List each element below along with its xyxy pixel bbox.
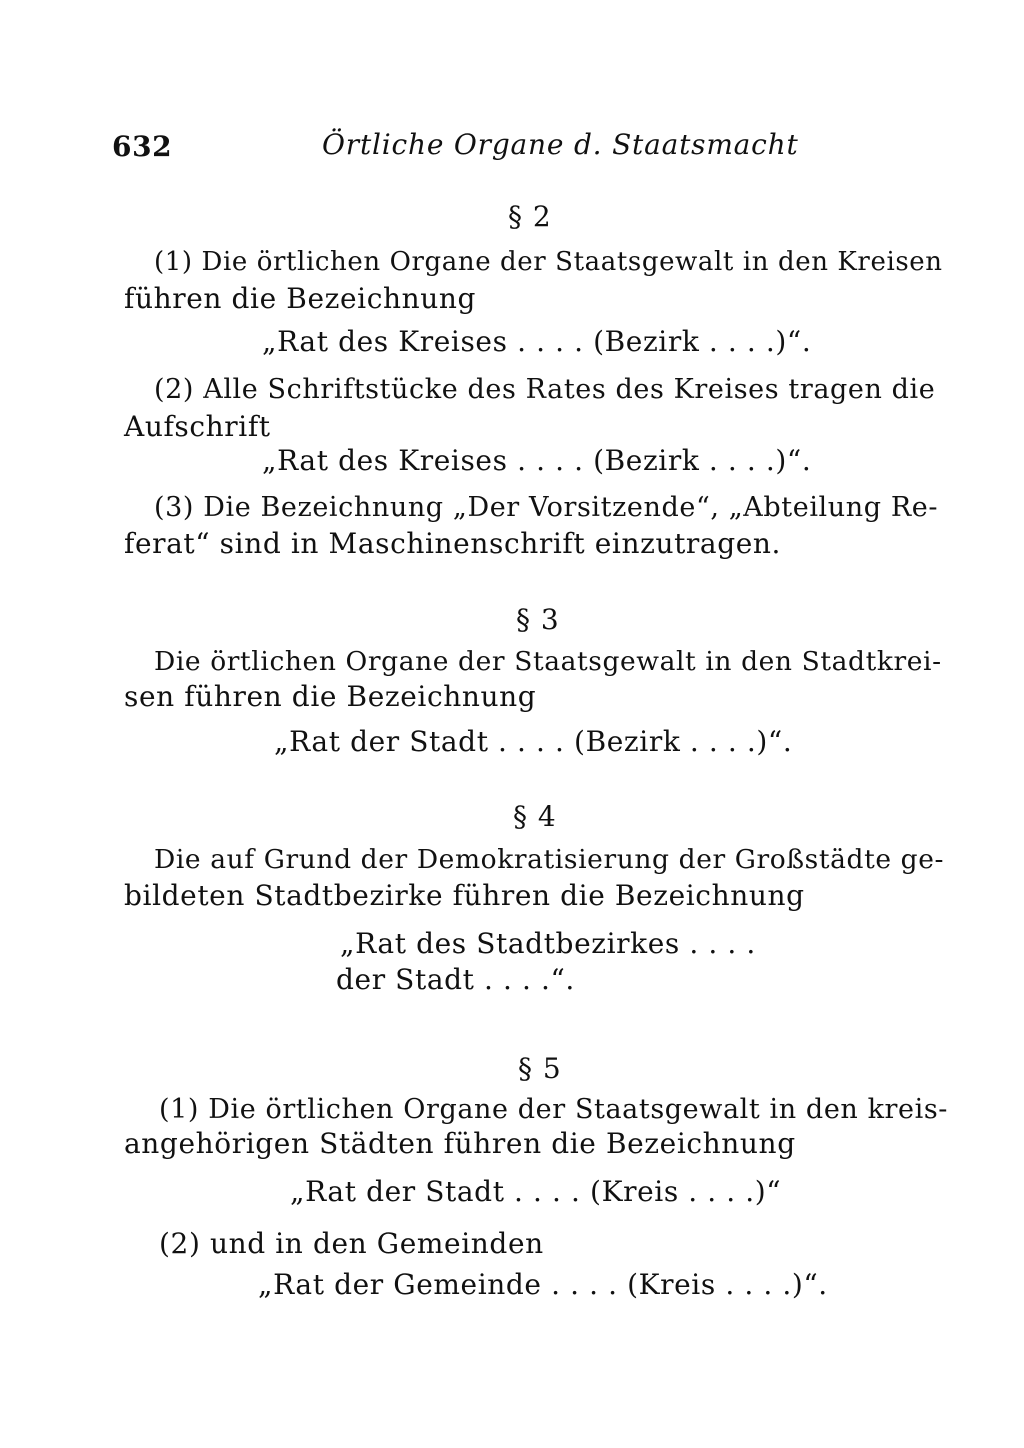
s5-para1-line1: (1) Die örtlichen Organe der Staatsgewalt in den kreis- bbox=[159, 1094, 949, 1125]
s2-para2-quote: „Rat des Kreises . . . . (Bezirk . . . .)“. bbox=[262, 444, 812, 477]
s5-para2-line1: (2) und in den Gemeinden bbox=[159, 1227, 544, 1260]
page-number: 632 bbox=[112, 130, 173, 163]
s4-line2: bildeten Stadtbezirke führen die Bezeichnung bbox=[124, 879, 805, 912]
section-heading-5: § 5 bbox=[518, 1052, 562, 1085]
s2-para1-line2: führen die Bezeichnung bbox=[124, 282, 477, 315]
s5-para2-quote: „Rat der Gemeinde . . . . (Kreis . . . .)“. bbox=[258, 1268, 828, 1301]
s3-line1: Die örtlichen Organe der Staatsgewalt in den Stadtkrei- bbox=[154, 646, 942, 677]
section-heading-3: § 3 bbox=[516, 603, 560, 636]
s4-quote-line2: der Stadt . . . .“. bbox=[336, 963, 575, 996]
s2-para3-line2: ferat“ sind in Maschinenschrift einzutragen. bbox=[124, 527, 782, 560]
s4-quote-line1: „Rat des Stadtbezirkes . . . . bbox=[340, 927, 756, 960]
running-title: Örtliche Organe d. Staatsmacht bbox=[322, 128, 799, 161]
section-heading-2: § 2 bbox=[508, 200, 552, 233]
s2-para1-line1-text: (1) Die örtlichen Organe der Staatsgewalt in den Kreisen bbox=[154, 247, 943, 277]
s5-para1-quote: „Rat der Stadt . . . . (Kreis . . . .)“ bbox=[290, 1175, 782, 1208]
s2-para2-line2: Aufschrift bbox=[124, 410, 271, 443]
s5-para1-line2: angehörigen Städten führen die Bezeichnung bbox=[124, 1127, 796, 1160]
s2-para1-line1 bbox=[154, 245, 944, 279]
s2-para3-line1: (3) Die Bezeichnung „Der Vorsitzende“, „Abteilung Re- bbox=[154, 492, 939, 523]
section-heading-4: § 4 bbox=[513, 800, 557, 833]
s4-line1: Die auf Grund der Demokratisierung der Großstädte ge- bbox=[154, 844, 945, 875]
s2-para1-quote: „Rat des Kreises . . . . (Bezirk . . . .)“. bbox=[262, 325, 812, 358]
s3-quote: „Rat der Stadt . . . . (Bezirk . . . .)“. bbox=[274, 725, 793, 758]
s3-line2: sen führen die Bezeichnung bbox=[124, 680, 537, 713]
s2-para2-line1: (2) Alle Schriftstücke des Rates des Kreises tragen die bbox=[154, 374, 936, 405]
